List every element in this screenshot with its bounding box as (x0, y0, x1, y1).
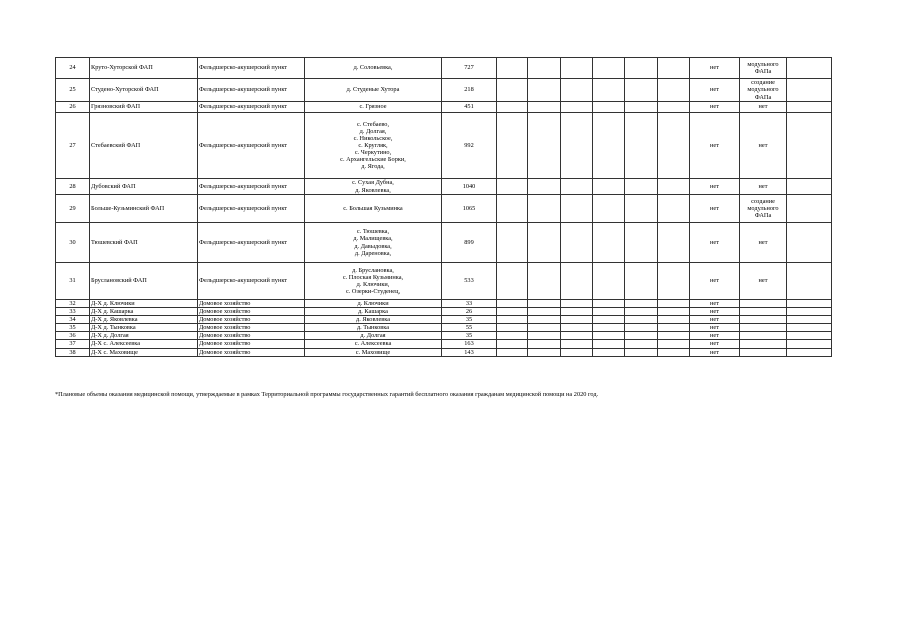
empty-cell (787, 223, 832, 263)
settlements-cell (305, 300, 442, 308)
settlement-name: д. Давыдовка, (354, 242, 392, 250)
settlement-name: с. Кругляк, (358, 141, 388, 149)
empty-cell (658, 179, 690, 195)
settlements-cell (305, 308, 442, 316)
empty-cell (787, 348, 832, 356)
empty-cell (528, 179, 561, 195)
settlements-cell (305, 324, 442, 332)
empty-cell (593, 79, 625, 102)
note-text: ФАПа (754, 93, 772, 101)
empty-cell (528, 79, 561, 102)
empty-cell (593, 324, 625, 332)
empty-cell (787, 195, 832, 223)
empty-cell (593, 348, 625, 356)
empty-cell (561, 223, 593, 263)
empty-cell (497, 308, 528, 316)
note-cell (740, 102, 787, 113)
settlement-name: с. Архангельские Борки, (340, 156, 406, 164)
service-volume: 1040 (442, 179, 497, 195)
facility-type: Домовое хозяйство (198, 332, 305, 340)
row-number: 25 (56, 79, 90, 102)
service-volume: 218 (442, 79, 497, 102)
settlements-cell (305, 102, 442, 113)
empty-cell (593, 340, 625, 348)
table-row (56, 223, 832, 263)
empty-cell (787, 179, 832, 195)
facility-name: Больше-Кузьминский ФАП (90, 195, 198, 223)
empty-cell (561, 340, 593, 348)
need-value: нет (690, 179, 740, 195)
table-row (56, 113, 832, 179)
empty-cell (658, 195, 690, 223)
empty-cell (787, 263, 832, 300)
table-row (56, 300, 832, 308)
facility-type: Домовое хозяйство (198, 316, 305, 324)
service-volume: 35 (442, 332, 497, 340)
facility-name: Стебаевский ФАП (90, 113, 198, 179)
facility-name: Грязновский ФАП (90, 102, 198, 113)
table-row (56, 58, 832, 79)
empty-cell (658, 223, 690, 263)
empty-cell (593, 195, 625, 223)
note-cell (740, 179, 787, 195)
empty-cell (625, 316, 658, 324)
empty-cell (787, 316, 832, 324)
empty-cell (658, 102, 690, 113)
facility-name: Студено-Хуторской ФАП (90, 79, 198, 102)
settlement-name: с. Стебаево, (356, 120, 390, 128)
facilities-table (55, 57, 832, 357)
empty-cell (593, 332, 625, 340)
table-row (56, 340, 832, 348)
empty-cell (625, 348, 658, 356)
empty-cell (497, 79, 528, 102)
row-number: 24 (56, 58, 90, 79)
empty-cell (658, 308, 690, 316)
note-text: создание (751, 79, 775, 87)
settlement-name: с. Большая Кузьминка (343, 204, 403, 212)
settlement-name: с. Тюшевка, (356, 228, 390, 236)
settlement-name: д. Дареновка, (354, 249, 392, 257)
service-volume: 899 (442, 223, 497, 263)
facility-name: Д-Х д. Тынковка (90, 324, 198, 332)
service-volume: 35 (442, 316, 497, 324)
need-value: нет (690, 332, 740, 340)
empty-cell (561, 324, 593, 332)
empty-cell (658, 348, 690, 356)
table-row (56, 324, 832, 332)
settlements-cell (305, 79, 442, 102)
need-value: нет (690, 102, 740, 113)
note-cell (740, 316, 787, 324)
note-text: модульного (747, 86, 779, 94)
table-row (56, 348, 832, 356)
service-volume: 992 (442, 113, 497, 179)
facility-type: Фельдшерско-акушерский пункт (198, 195, 305, 223)
service-volume: 26 (442, 308, 497, 316)
settlement-name: с. Черкутино, (354, 149, 392, 157)
need-value: нет (690, 324, 740, 332)
empty-cell (625, 263, 658, 300)
note-text: нет (758, 141, 768, 149)
empty-cell (658, 300, 690, 308)
empty-cell (561, 308, 593, 316)
empty-cell (625, 179, 658, 195)
facility-type: Домовое хозяйство (198, 340, 305, 348)
empty-cell (658, 332, 690, 340)
table-row (56, 179, 832, 195)
empty-cell (787, 300, 832, 308)
note-text: нет (758, 277, 768, 285)
empty-cell (625, 195, 658, 223)
empty-cell (528, 340, 561, 348)
settlements-cell (305, 58, 442, 79)
settlement-name: с. Алексеевка (354, 340, 392, 348)
service-volume: 533 (442, 263, 497, 300)
facility-name: Круто-Хуторской ФАП (90, 58, 198, 79)
note-text: создание (751, 197, 775, 205)
empty-cell (497, 113, 528, 179)
facility-type: Фельдшерско-акушерский пункт (198, 58, 305, 79)
settlement-name: д. Яковлевка (356, 316, 390, 324)
note-text: модульного (747, 60, 779, 68)
table-row (56, 332, 832, 340)
empty-cell (658, 113, 690, 179)
empty-cell (561, 300, 593, 308)
empty-cell (497, 348, 528, 356)
row-number: 31 (56, 263, 90, 300)
empty-cell (497, 58, 528, 79)
need-value: нет (690, 308, 740, 316)
service-volume: 727 (442, 58, 497, 79)
row-number: 37 (56, 340, 90, 348)
facility-name: Д-Х д. Долгая (90, 332, 198, 340)
empty-cell (625, 79, 658, 102)
need-value: нет (690, 79, 740, 102)
empty-cell (787, 324, 832, 332)
facility-type: Фельдшерско-акушерский пункт (198, 102, 305, 113)
note-cell (740, 263, 787, 300)
empty-cell (658, 340, 690, 348)
settlement-name: д. Долгая, (359, 127, 387, 135)
facility-name: Дубовский ФАП (90, 179, 198, 195)
facility-name: Д-Х д. Яковлевка (90, 316, 198, 324)
empty-cell (497, 316, 528, 324)
empty-cell (625, 58, 658, 79)
empty-cell (787, 58, 832, 79)
facility-name: Бруслановский ФАП (90, 263, 198, 300)
empty-cell (561, 102, 593, 113)
facility-type: Фельдшерско-акушерский пункт (198, 223, 305, 263)
note-cell (740, 332, 787, 340)
empty-cell (593, 102, 625, 113)
facility-name: Тюшевский ФАП (90, 223, 198, 263)
empty-cell (593, 263, 625, 300)
empty-cell (787, 308, 832, 316)
empty-cell (561, 348, 593, 356)
empty-cell (561, 263, 593, 300)
empty-cell (658, 79, 690, 102)
note-cell (740, 308, 787, 316)
table-row (56, 263, 832, 300)
empty-cell (625, 308, 658, 316)
empty-cell (593, 316, 625, 324)
empty-cell (528, 300, 561, 308)
settlement-name: д. Малищевка, (353, 235, 393, 243)
note-text: модульного (747, 204, 779, 212)
empty-cell (658, 58, 690, 79)
note-cell (740, 300, 787, 308)
empty-cell (625, 223, 658, 263)
empty-cell (497, 340, 528, 348)
need-value: нет (690, 348, 740, 356)
facility-name: Д-Х с. Маховище (90, 348, 198, 356)
empty-cell (561, 113, 593, 179)
need-value: нет (690, 195, 740, 223)
footnote: *Плановые объемы оказания медицинской помощи, утверждаемые в рамках Территориальной программы государственных гарантий бесплатного оказания гражданам медицинской помощи на 2020 год. (55, 391, 599, 398)
row-number: 33 (56, 308, 90, 316)
settlements-cell (305, 263, 442, 300)
empty-cell (625, 102, 658, 113)
empty-cell (497, 179, 528, 195)
settlement-name: д. Ключики, (356, 281, 390, 288)
empty-cell (528, 263, 561, 300)
need-value: нет (690, 316, 740, 324)
table-body (56, 58, 832, 357)
empty-cell (528, 308, 561, 316)
table-row (56, 79, 832, 102)
settlement-name: д. Ключики (357, 300, 389, 307)
empty-cell (497, 300, 528, 308)
empty-cell (561, 79, 593, 102)
empty-cell (593, 223, 625, 263)
settlement-name: с. Сухая Дубна, (352, 179, 394, 187)
empty-cell (497, 223, 528, 263)
settlement-name: д. Бруслановка, (352, 266, 394, 274)
settlement-name: д. Ягода, (361, 163, 385, 171)
empty-cell (497, 332, 528, 340)
empty-cell (561, 195, 593, 223)
row-number: 28 (56, 179, 90, 195)
empty-cell (625, 332, 658, 340)
need-value: нет (690, 58, 740, 79)
service-volume: 1065 (442, 195, 497, 223)
settlements-cell (305, 340, 442, 348)
facility-type: Домовое хозяйство (198, 308, 305, 316)
row-number: 29 (56, 195, 90, 223)
empty-cell (625, 300, 658, 308)
note-text: нет (758, 103, 768, 111)
empty-cell (528, 58, 561, 79)
empty-cell (787, 332, 832, 340)
facility-name: Д-Х д. Ключики (90, 300, 198, 308)
row-number: 32 (56, 300, 90, 308)
need-value: нет (690, 340, 740, 348)
need-value: нет (690, 113, 740, 179)
settlements-cell (305, 195, 442, 223)
need-value: нет (690, 300, 740, 308)
row-number: 35 (56, 324, 90, 332)
service-volume: 33 (442, 300, 497, 308)
empty-cell (625, 324, 658, 332)
facility-type: Фельдшерско-акушерский пункт (198, 79, 305, 102)
note-cell (740, 195, 787, 223)
empty-cell (528, 113, 561, 179)
empty-cell (497, 324, 528, 332)
note-text: нет (758, 238, 768, 246)
note-text: ФАПа (754, 68, 772, 75)
empty-cell (787, 340, 832, 348)
empty-cell (561, 58, 593, 79)
empty-cell (593, 308, 625, 316)
service-volume: 55 (442, 324, 497, 332)
note-cell (740, 340, 787, 348)
empty-cell (528, 223, 561, 263)
empty-cell (593, 179, 625, 195)
settlement-name: д. Долгая (360, 332, 386, 340)
settlement-name: с. Маховище (355, 348, 391, 356)
empty-cell (561, 179, 593, 195)
settlements-cell (305, 223, 442, 263)
facility-name: Д-Х с. Алексеевка (90, 340, 198, 348)
table-row (56, 102, 832, 113)
row-number: 26 (56, 102, 90, 113)
row-number: 27 (56, 113, 90, 179)
empty-cell (787, 102, 832, 113)
facility-type: Домовое хозяйство (198, 324, 305, 332)
settlements-cell (305, 113, 442, 179)
settlement-name: с. Грязное (359, 103, 387, 111)
facility-type: Фельдшерско-акушерский пункт (198, 179, 305, 195)
settlement-name: с. Плоская Кузьминка, (342, 273, 404, 281)
empty-cell (528, 348, 561, 356)
empty-cell (497, 195, 528, 223)
empty-cell (787, 79, 832, 102)
facility-name: Д-Х д. Кашарка (90, 308, 198, 316)
empty-cell (497, 102, 528, 113)
row-number: 38 (56, 348, 90, 356)
empty-cell (625, 340, 658, 348)
note-cell (740, 324, 787, 332)
empty-cell (561, 316, 593, 324)
settlement-name: с. Озерки-Студенец, (345, 288, 401, 296)
settlements-cell (305, 332, 442, 340)
empty-cell (528, 332, 561, 340)
note-cell (740, 348, 787, 356)
empty-cell (593, 113, 625, 179)
empty-cell (561, 332, 593, 340)
note-text: нет (758, 182, 768, 190)
facility-type: Домовое хозяйство (198, 300, 305, 308)
service-volume: 143 (442, 348, 497, 356)
row-number: 34 (56, 316, 90, 324)
row-number: 30 (56, 223, 90, 263)
empty-cell (528, 316, 561, 324)
empty-cell (528, 195, 561, 223)
settlement-name: с. Никольское, (353, 134, 393, 142)
empty-cell (593, 300, 625, 308)
table-row (56, 195, 832, 223)
facility-type: Фельдшерско-акушерский пункт (198, 113, 305, 179)
empty-cell (593, 58, 625, 79)
note-cell (740, 58, 787, 79)
empty-cell (787, 113, 832, 179)
need-value: нет (690, 263, 740, 300)
empty-cell (625, 113, 658, 179)
note-cell (740, 79, 787, 102)
settlement-name: д. Кашарка (358, 308, 388, 316)
settlements-cell (305, 316, 442, 324)
need-value: нет (690, 223, 740, 263)
settlement-name: д. Тынковка (356, 324, 390, 332)
settlement-name: д. Соловьевка, (353, 64, 393, 72)
note-cell (740, 223, 787, 263)
settlements-cell (305, 179, 442, 195)
facility-type: Фельдшерско-акушерский пункт (198, 263, 305, 300)
service-volume: 451 (442, 102, 497, 113)
row-number: 36 (56, 332, 90, 340)
empty-cell (497, 263, 528, 300)
empty-cell (658, 324, 690, 332)
table-row (56, 316, 832, 324)
settlement-name: д. Студеные Хутора (346, 86, 400, 94)
settlement-name: д. Яковлевка, (355, 186, 391, 194)
facility-type: Домовое хозяйство (198, 348, 305, 356)
empty-cell (658, 263, 690, 300)
settlements-cell (305, 348, 442, 356)
service-volume: 163 (442, 340, 497, 348)
empty-cell (658, 316, 690, 324)
table-row (56, 308, 832, 316)
empty-cell (528, 102, 561, 113)
empty-cell (528, 324, 561, 332)
note-text: ФАПа (754, 212, 772, 220)
note-cell (740, 113, 787, 179)
